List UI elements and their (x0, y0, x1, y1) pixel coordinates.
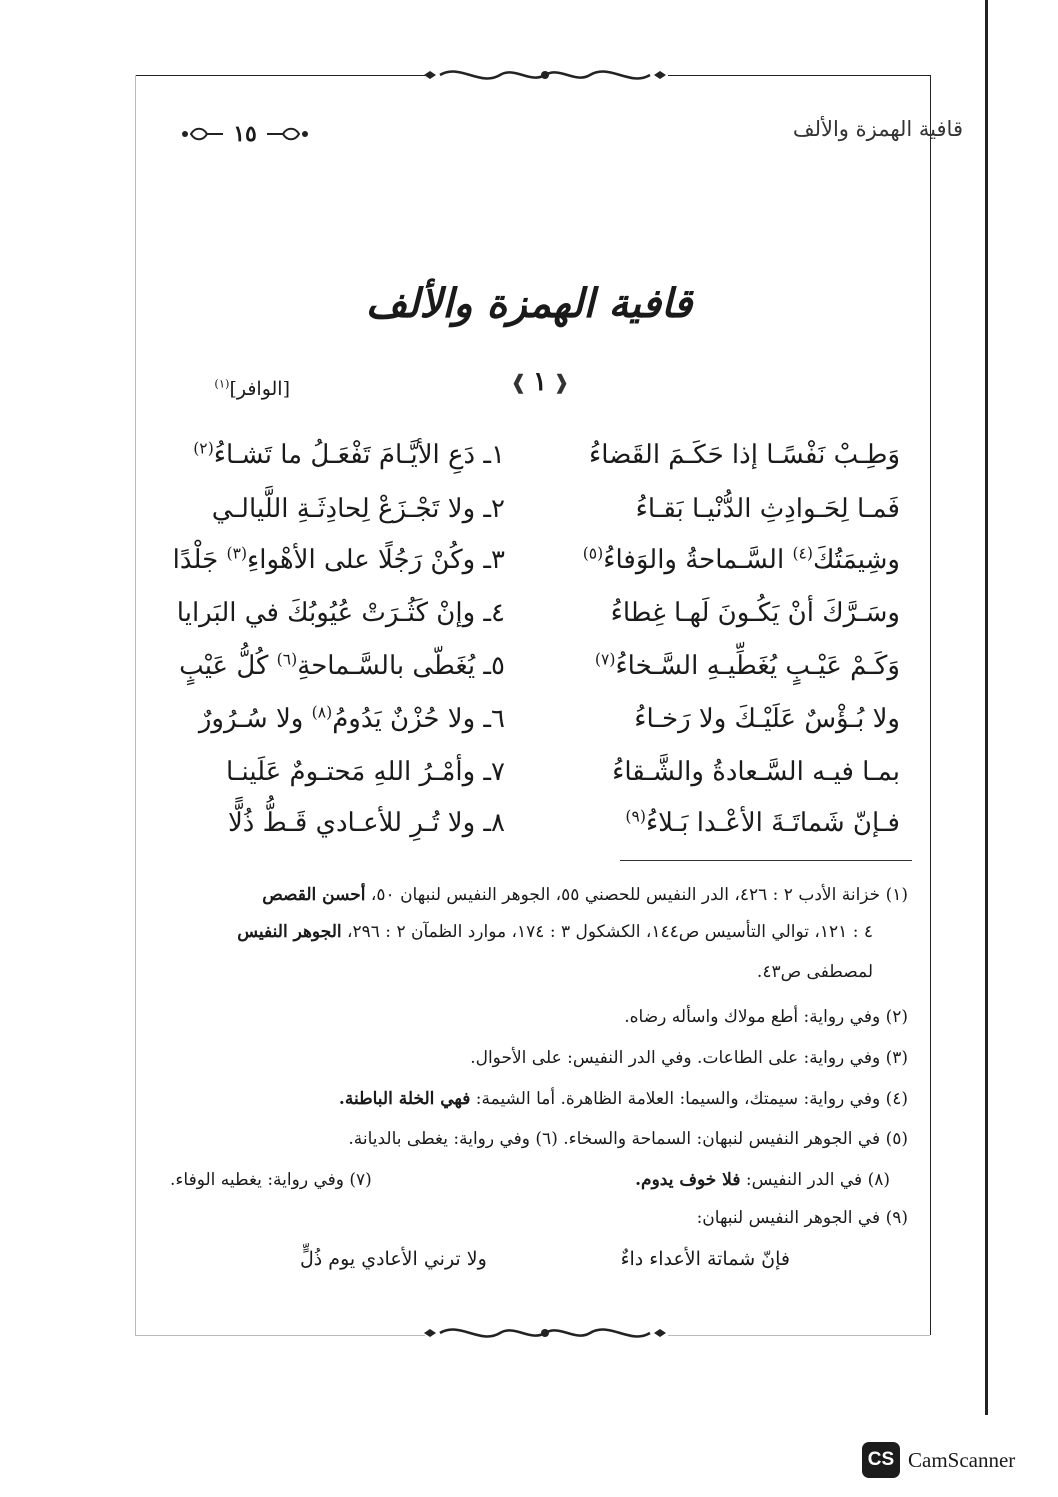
verse-8-first-hemistich (170, 808, 505, 838)
top-ornament (420, 63, 670, 87)
footnote-text-bold: فلا خوف يدوم. (635, 1170, 741, 1190)
footnote-9-verse-second-hemistich: فإنّ شماتة الأعداء داءٌ (620, 1248, 790, 1270)
verse-6-first-hemistich (170, 704, 505, 734)
page-number-ornament-left-icon (179, 125, 225, 143)
verse-5-second-hemistich (555, 651, 900, 681)
verse-4-second-hemistich (555, 598, 900, 628)
verse-4-first-hemistich (170, 598, 505, 628)
verse-text: ٦ـ ولا حُزْنٌ يَدُومُ (332, 704, 505, 734)
verse-text: ٥ـ يُغَطّى بالسَّـماحةِ (297, 651, 505, 681)
footnote-1-line-2 (168, 922, 873, 942)
page-number-ornament-right-icon (265, 125, 311, 143)
footnote-text: (١) خزانة الأدب ٢ : ٤٢٦، الدر النفيس للحصني ٥٥، الجوهر النفيس لنبهان ٥٠، (365, 885, 908, 905)
verse-1-first-hemistich (170, 440, 505, 470)
verse-text: ٢ـ ولا تَجْـزَعْ لِحادِثَـةِ اللَّيالـي (211, 494, 505, 524)
verse-6-second-hemistich (555, 704, 900, 734)
verse-2-first-hemistich (170, 494, 505, 524)
footnote-text: ٤ : ١٢١، توالي التأسيس ص١٤٤، الكشكول ٣ : ١٧٤، موارد الظمآن ٢ : ٢٩٦، (341, 922, 873, 942)
scan-edge-line (985, 0, 988, 1415)
verse-text: وَكَـمْ عَيْـبٍ يُغَطِّيـهِ السَّـخاءُ (615, 651, 900, 681)
section-title: قافية الهمزة والألف (365, 280, 693, 327)
footnote-ref: (٦) (276, 650, 298, 669)
verse-text: وشِيمَتُكَ (813, 545, 900, 575)
footnote-ref: (٢) (193, 439, 214, 458)
verse-text: ولا بُـؤْسٌ عَلَيْـكَ ولا رَخـاءُ (634, 704, 900, 734)
footnote-ref: (٨) (311, 703, 333, 722)
poem-number-badge (490, 362, 590, 402)
verse-1-second-hemistich (555, 440, 900, 470)
page-number-value: ١٥ (233, 121, 257, 147)
verse-text-tail: جَلْدًا (172, 545, 227, 575)
footnote-text-bold: الجوهر النفيس (237, 922, 342, 942)
verse-1 (170, 440, 900, 480)
footnote-8 (635, 1170, 890, 1190)
footnote-1-line-3: لمصطفى ص٤٣. (756, 962, 873, 982)
page-border-bottom-left (135, 1335, 425, 1336)
footnote-text: (٨) في الدر النفيس: (740, 1170, 890, 1190)
page-border-top-right (668, 75, 930, 76)
page-border-left (135, 75, 136, 1335)
verse-text: ٧ـ وأمْـرُ اللهِ مَحتـومٌ عَلَينـا (225, 757, 505, 787)
bottom-ornament (420, 1321, 670, 1345)
footnote-2: (٢) وفي رواية: أطع مولاك واسأله رضاه. (624, 1007, 908, 1027)
verse-text-tail: السَّـماحةُ والوَفاءُ (603, 545, 793, 575)
footnote-text: (٤) وفي رواية: سيمتك، والسيما: العلامة الظاهرة. أما الشيمة: (470, 1089, 908, 1109)
page-number (170, 118, 320, 150)
camscanner-logo-icon: CS (862, 1442, 900, 1478)
poem-meter-note: (١) (214, 376, 230, 391)
verse-2-second-hemistich (555, 494, 900, 524)
page-border-top-left (135, 75, 425, 76)
footnote-4 (168, 1089, 908, 1109)
footnote-ref: (٧) (594, 650, 616, 669)
footnote-text-bold: أحسن القصص (262, 885, 366, 905)
verse-7-second-hemistich (555, 757, 900, 787)
footnote-9-verse (300, 1248, 790, 1270)
footnote-9-verse-first-hemistich: ولا ترني الأعادي يوم ذُلٍّ (300, 1248, 487, 1270)
footnote-9: (٩) في الجوهر النفيس لنبهان: (696, 1208, 908, 1228)
camscanner-watermark: CamScanner (908, 1448, 1016, 1472)
poem-number-bracket-right-icon: ❰ (552, 370, 570, 394)
verse-3-second-hemistich (555, 545, 900, 575)
footnote-ref: (٩) (625, 807, 646, 826)
verse-text: ١ـ دَعِ الأيَّـامَ تَفْعَـلُ ما تَشـاءُ (213, 440, 505, 470)
verse-5-first-hemistich (170, 651, 505, 681)
verse-6 (170, 704, 900, 744)
verse-3-first-hemistich (170, 545, 505, 575)
footnote-7-8 (170, 1170, 890, 1190)
poem-number: ١ (533, 367, 547, 397)
verse-text: ٣ـ وكُنْ رَجُلًا على الأهْواءِ (247, 545, 505, 575)
footnote-7: (٧) وفي رواية: يغطيه الوفاء. (170, 1170, 372, 1190)
footnote-3: (٣) وفي رواية: على الطاعات. وفي الدر النفيس: على الأحوال. (470, 1048, 908, 1068)
footnote-text-bold: فهي الخلة الباطنة. (338, 1089, 471, 1109)
footnote-separator (620, 860, 912, 861)
verse-text: وَطِـبْ نَفْسًـا إذا حَكَـمَ القَضاءُ (589, 440, 900, 470)
footnote-ref: (٣) (226, 544, 248, 563)
footnote-5-6: (٥) في الجوهر النفيس لنبهان: السماحة والسخاء. (٦) وفي رواية: يغطى بالديانة. (348, 1129, 908, 1149)
running-title: قافية الهمزة والألف (792, 117, 963, 141)
footnote-ref: (٤) (792, 544, 814, 563)
verse-4 (170, 598, 900, 638)
verse-text: فَمـا لِحَـوادِثِ الدُّنْيـا بَقـاءُ (635, 494, 900, 524)
footnote-ref: (٥) (582, 544, 604, 563)
poem-number-bracket-left-icon: ❱ (510, 370, 528, 394)
verse-3 (170, 545, 900, 585)
verse-7-first-hemistich (170, 757, 505, 787)
verse-text: فـإنّ شَماتَـةَ الأعْـدا بَـلاءُ (645, 808, 900, 838)
verse-text: وسَـرَّكَ أنْ يَكُـونَ لَهـا غِطاءُ (610, 598, 900, 628)
verse-text: ٨ـ ولا تُـرِ للأعـادي قَـطُّ ذُلًّا (227, 808, 505, 838)
verse-text-tail: ولا سُـرُورٌ (198, 704, 312, 734)
verse-text-tail: كُلُّ عَيْبٍ (179, 651, 277, 681)
verse-text: ٤ـ وإنْ كَثُـرَتْ عُيُوبُكَ في البَرايا (176, 598, 505, 628)
verse-5 (170, 651, 900, 691)
footnote-1-line-1 (168, 885, 908, 905)
verse-text: بمـا فيـه السَّـعادةُ والشَّـقاءُ (612, 757, 900, 787)
verse-7 (170, 757, 900, 797)
verse-8 (170, 808, 900, 848)
verse-8-second-hemistich (555, 808, 900, 838)
verse-2 (170, 494, 900, 534)
page-border-right (930, 75, 931, 1335)
poem-meter (170, 378, 290, 400)
page-border-bottom-right (668, 1335, 930, 1336)
poem-meter-label: [الوافر] (229, 378, 290, 400)
